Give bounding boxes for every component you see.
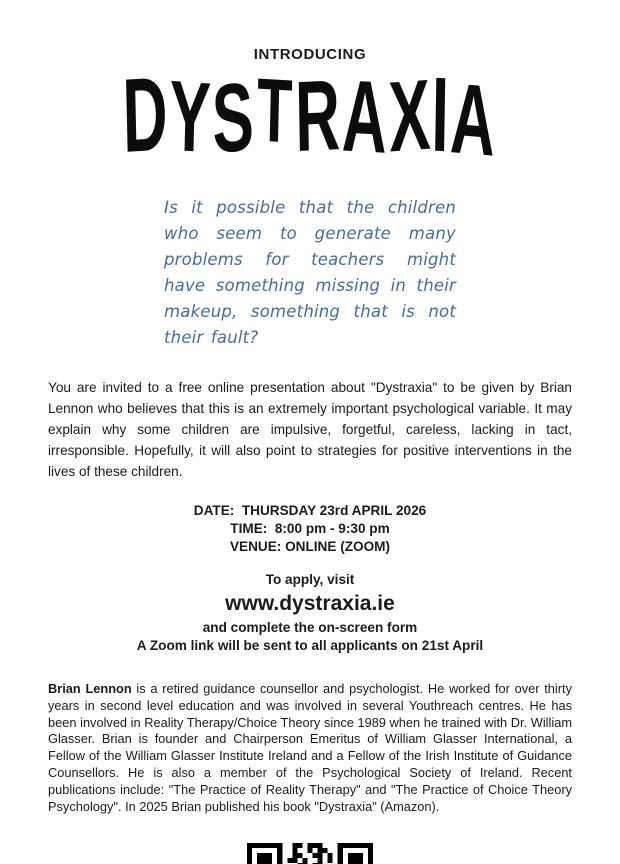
title-letter: Y xyxy=(167,59,214,175)
title-letter: I xyxy=(430,55,452,175)
qr-container xyxy=(0,843,620,864)
invitation-paragraph: You are invited to a free online presentation about "Dystraxia" to be given by Brian Lennon who believes that this is an extremely important psychological variable. It may explain why some children are impulsive, forgetful, careless, lacking in tact, irresponsible. Hopefully, it will also point to strategies for positive interventions in the lives of these children. xyxy=(48,380,572,479)
apply-form-note: and complete the on-screen form xyxy=(202,620,418,635)
bio-name: Brian Lennon xyxy=(48,681,132,696)
title-letter: A xyxy=(340,58,390,176)
title-letter: X xyxy=(387,58,434,174)
event-date: DATE: THURSDAY 23rd APRIL 2026 xyxy=(193,503,427,518)
title-letter: S xyxy=(210,61,258,175)
tagline-question: Is it possible that the children who seem to generate many problems for teachers might have something missing in their makeup, something that is not their fault? xyxy=(164,198,456,347)
event-time: TIME: 8:00 pm - 9:30 pm xyxy=(230,521,390,536)
bio-text: is a retired guidance counsellor and psychologist. He worked for over thirty years in second level education and was involved in several Youthreach centres. He has been involved in Reality Therapy/Choice Theory since 1989 when he trained with Dr. William Glasser. Brian is founder and Chairperson Emeritus of William Glasser International, a Fellow of the William Glasser Institute Ireland and a Fellow of the Irish Institute of Guidance Counsellors. He is also a member of the Psychological Society of Ireland. Recent publications include: "The Practice of Reality Therapy" and "The Practice of Choice Theory Psychology". In 2025 Brian published his book "Dystraxia" (Amazon). xyxy=(48,681,572,814)
website-url: www.dystraxia.ie xyxy=(225,592,395,615)
apply-section xyxy=(0,571,620,655)
title-letter: T xyxy=(255,59,296,163)
title-letter: D xyxy=(121,54,171,176)
event-venue: VENUE: ONLINE (ZOOM) xyxy=(229,539,391,554)
title-letter: R xyxy=(294,59,343,173)
bio-paragraph xyxy=(48,681,572,815)
title-letter: A xyxy=(448,62,500,178)
zoom-link-note: A Zoom link will be sent to all applicants on 21st April xyxy=(136,638,484,653)
event-details xyxy=(0,502,620,556)
apply-lead: To apply, visit xyxy=(265,572,355,587)
qr-code-icon xyxy=(247,843,373,864)
kicker-text: INTRODUCING xyxy=(253,46,367,63)
